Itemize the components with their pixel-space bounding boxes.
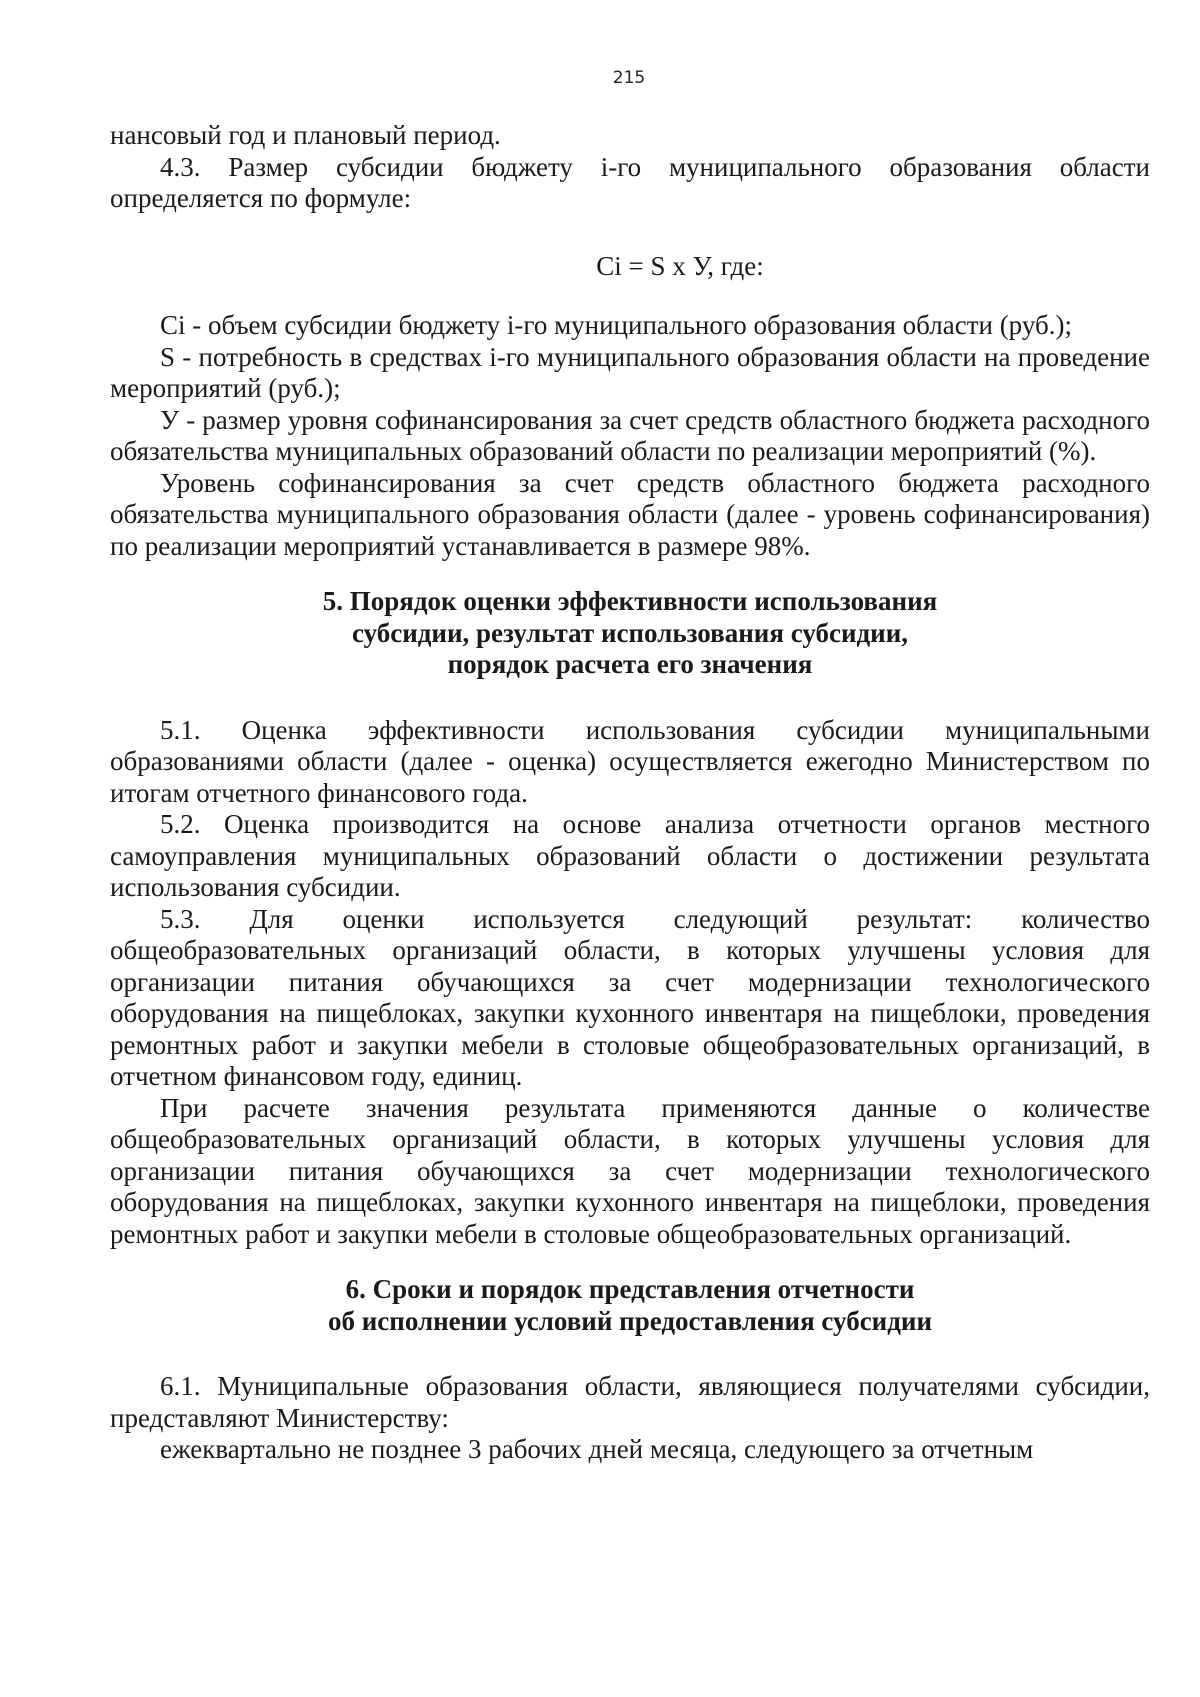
paragraph-result-calculation: При расчете значения результата применяются данные о количестве общеобразовательных организаций области, в которых улучшены условия для организации питания обучающихся за счет модернизации технологического оборудования на пищеблоках, закупки кухонного инвентаря на пищеблоки, проведения ремонтных работ и закупки мебели в столовые общеобразовательных организаций. — [110, 1092, 1150, 1249]
section-6-heading — [110, 1274, 1150, 1337]
page-number: 215 — [612, 68, 646, 88]
document-body — [110, 120, 1150, 1466]
section-5-heading-line: порядок расчета его значения — [447, 649, 813, 679]
paragraph-continuation: нансовый год и плановый период. — [110, 120, 501, 150]
paragraph-4-3: 4.3. Размер субсидии бюджету i-го муниципального образования области определяется по формуле: — [110, 151, 1150, 213]
paragraph-5-2: 5.2. Оценка производится на основе анализа отчетности органов местного самоуправления муниципальных образований области о достижении результата использования субсидии. — [110, 809, 1150, 902]
section-6-heading-line: 6. Сроки и порядок представления отчетности — [345, 1274, 915, 1304]
definition-ci: Ci - объем субсидии бюджету i-го муниципального образования области (руб.); — [160, 310, 1072, 340]
section-5-heading-line: 5. Порядок оценки эффективности использования — [322, 586, 938, 616]
paragraph-cofinancing-level: Уровень софинансирования за счет средств областного бюджета расходного обязательства муниципального образования области (далее - уровень софинансирования) по реализации мероприятий устанавливается в размере 98%. — [110, 467, 1150, 561]
formula: Ci = S x У, где: — [596, 250, 764, 281]
definition-s: S - потребность в средствах i-го муниципального образования области на проведение мероприятий (руб.); — [110, 341, 1150, 403]
section-5-heading-line: субсидии, результат использования субсидии, — [351, 617, 909, 648]
paragraph-5-3: 5.3. Для оценки используется следующий результат: количество общеобразовательных организаций области, в которых улучшены условия для организации питания обучающихся за счет модернизации технологического оборудования на пищеблоках, закупки кухонного инвентаря на пищеблоки, проведения ремонтных работ и закупки мебели в столовые общеобразовательных организаций, в отчетном финансовом году, единиц. — [110, 903, 1150, 1091]
paragraph-quarterly: ежеквартально не позднее 3 рабочих дней месяца, следующего за отчетным — [160, 1434, 1034, 1464]
paragraph-6-1: 6.1. Муниципальные образования области, являющиеся получателями субсидии, представляют Министерству: — [110, 1371, 1150, 1433]
definition-u: У - размер уровня софинансирования за счет средств областного бюджета расходного обязательства муниципальных образований области по реализации мероприятий (%). — [110, 404, 1150, 466]
section-6-heading-line: об исполнении условий предоставления субсидии — [327, 1305, 933, 1336]
section-5-heading — [110, 586, 1150, 681]
paragraph-5-1: 5.1. Оценка эффективности использования субсидии муниципальными образованиями области (далее - оценка) осуществляется ежегодно Министерством по итогам отчетного финансового года. — [110, 714, 1150, 808]
